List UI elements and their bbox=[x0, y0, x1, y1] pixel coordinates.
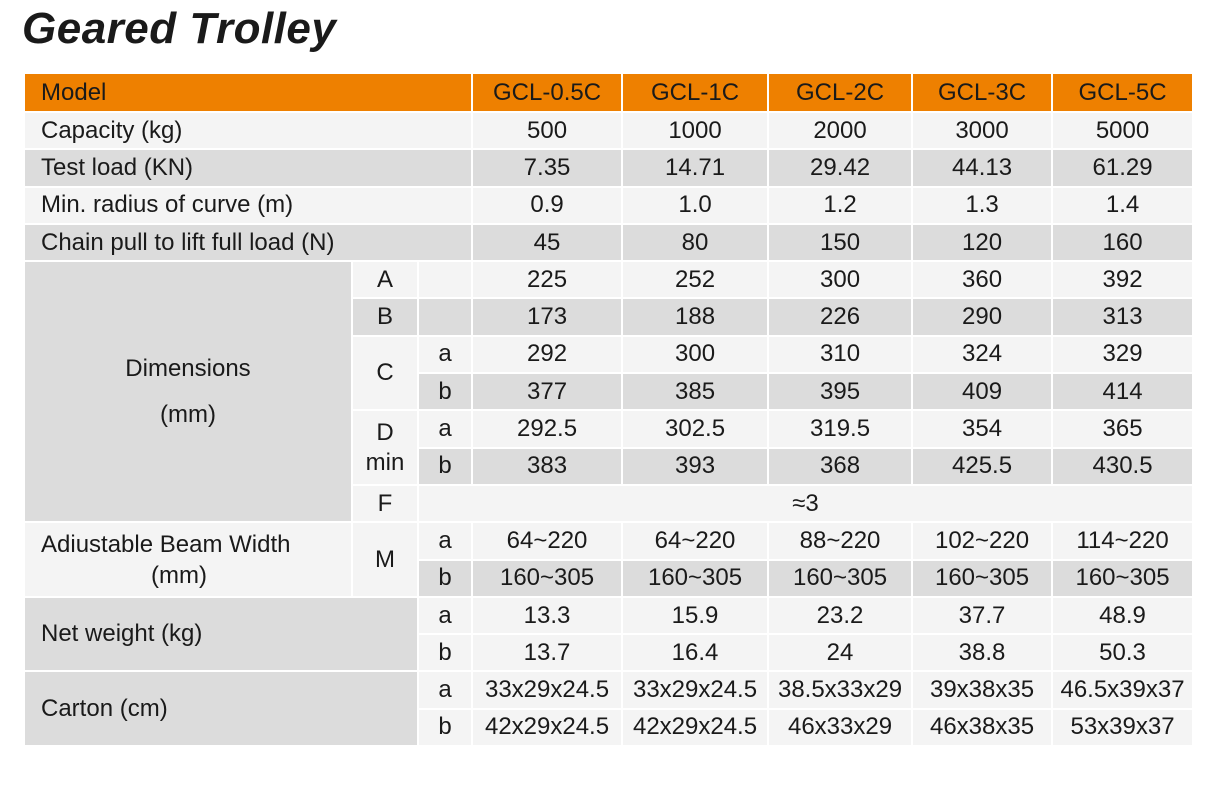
model-cell: GCL-5C bbox=[1052, 73, 1193, 112]
value-cell: 300 bbox=[768, 261, 912, 298]
dim-key: B bbox=[352, 298, 418, 335]
value-cell: 150 bbox=[768, 224, 912, 261]
value-cell: 1.3 bbox=[912, 187, 1052, 224]
value-cell: 24 bbox=[768, 634, 912, 671]
sub-key: b bbox=[418, 373, 472, 410]
spec-table bbox=[23, 72, 1194, 747]
model-cell: GCL-3C bbox=[912, 73, 1052, 112]
sub-key: b bbox=[418, 634, 472, 671]
net-weight-label: Net weight (kg) bbox=[24, 597, 418, 672]
value-cell: 425.5 bbox=[912, 448, 1052, 485]
value-cell: 13.3 bbox=[472, 597, 622, 634]
value-cell: 160 bbox=[1052, 224, 1193, 261]
value-cell: 1.4 bbox=[1052, 187, 1193, 224]
dimensions-label-line1: Dimensions bbox=[125, 354, 251, 382]
value-cell: 46.5x39x37 bbox=[1052, 671, 1193, 708]
beam-label-line1: Adiustable Beam Width bbox=[41, 530, 291, 558]
dim-key bbox=[352, 410, 418, 485]
value-cell: 252 bbox=[622, 261, 768, 298]
value-cell: 13.7 bbox=[472, 634, 622, 671]
value-cell: 45 bbox=[472, 224, 622, 261]
value-cell: 324 bbox=[912, 336, 1052, 373]
value-cell: 225 bbox=[472, 261, 622, 298]
dim-key: F bbox=[352, 485, 418, 522]
sub-key: a bbox=[418, 336, 472, 373]
value-cell: 430.5 bbox=[1052, 448, 1193, 485]
value-cell: 80 bbox=[622, 224, 768, 261]
value-cell: 188 bbox=[622, 298, 768, 335]
value-cell: 160~305 bbox=[1052, 560, 1193, 597]
value-cell: 310 bbox=[768, 336, 912, 373]
value-cell: 173 bbox=[472, 298, 622, 335]
value-cell: 88~220 bbox=[768, 522, 912, 559]
model-cell: GCL-1C bbox=[622, 73, 768, 112]
value-cell: 39x38x35 bbox=[912, 671, 1052, 708]
value-cell: 120 bbox=[912, 224, 1052, 261]
header-row bbox=[24, 73, 1193, 112]
value-cell: 29.42 bbox=[768, 149, 912, 186]
value-cell: 160~305 bbox=[472, 560, 622, 597]
value-cell: 1.0 bbox=[622, 187, 768, 224]
carton-label: Carton (cm) bbox=[24, 671, 418, 746]
value-cell: 23.2 bbox=[768, 597, 912, 634]
value-cell: 16.4 bbox=[622, 634, 768, 671]
value-cell: 1000 bbox=[622, 112, 768, 149]
value-cell: 42x29x24.5 bbox=[472, 709, 622, 746]
value-cell: 377 bbox=[472, 373, 622, 410]
value-cell: 33x29x24.5 bbox=[472, 671, 622, 708]
row-label: Test load (KN) bbox=[24, 149, 472, 186]
value-cell: 50.3 bbox=[1052, 634, 1193, 671]
value-cell: 290 bbox=[912, 298, 1052, 335]
table-row bbox=[24, 224, 1193, 261]
table-row bbox=[24, 261, 1193, 298]
table-row bbox=[24, 187, 1193, 224]
value-cell: 5000 bbox=[1052, 112, 1193, 149]
beam-label-line2: (mm) bbox=[151, 561, 207, 589]
value-cell: 292 bbox=[472, 336, 622, 373]
value-cell: 368 bbox=[768, 448, 912, 485]
value-cell: 48.9 bbox=[1052, 597, 1193, 634]
dim-key: C bbox=[352, 336, 418, 411]
table-row bbox=[24, 522, 1193, 559]
beam-label bbox=[24, 522, 352, 597]
sub-key bbox=[418, 298, 472, 335]
model-cell: GCL-0.5C bbox=[472, 73, 622, 112]
value-cell: 319.5 bbox=[768, 410, 912, 447]
value-cell: 160~305 bbox=[768, 560, 912, 597]
dim-key-d: D bbox=[376, 418, 394, 446]
model-cell: GCL-2C bbox=[768, 73, 912, 112]
row-label: Capacity (kg) bbox=[24, 112, 472, 149]
value-cell: 3000 bbox=[912, 112, 1052, 149]
beam-key: M bbox=[352, 522, 418, 597]
value-cell: 313 bbox=[1052, 298, 1193, 335]
value-cell: 160~305 bbox=[912, 560, 1052, 597]
value-cell: 383 bbox=[472, 448, 622, 485]
value-cell: 102~220 bbox=[912, 522, 1052, 559]
sub-key: a bbox=[418, 597, 472, 634]
table-row bbox=[24, 671, 1193, 708]
table-row bbox=[24, 149, 1193, 186]
value-cell: 42x29x24.5 bbox=[622, 709, 768, 746]
value-cell: 7.35 bbox=[472, 149, 622, 186]
table-row bbox=[24, 597, 1193, 634]
value-cell: 292.5 bbox=[472, 410, 622, 447]
value-cell: 37.7 bbox=[912, 597, 1052, 634]
value-cell: 38.8 bbox=[912, 634, 1052, 671]
value-cell: 2000 bbox=[768, 112, 912, 149]
dimensions-label bbox=[24, 261, 352, 522]
value-cell: 61.29 bbox=[1052, 149, 1193, 186]
value-cell: 302.5 bbox=[622, 410, 768, 447]
value-cell: 409 bbox=[912, 373, 1052, 410]
value-cell: 15.9 bbox=[622, 597, 768, 634]
value-cell: 360 bbox=[912, 261, 1052, 298]
value-cell: 329 bbox=[1052, 336, 1193, 373]
value-cell: 114~220 bbox=[1052, 522, 1193, 559]
header-label: Model bbox=[24, 73, 472, 112]
sub-key: a bbox=[418, 410, 472, 447]
value-cell: 500 bbox=[472, 112, 622, 149]
value-cell: 393 bbox=[622, 448, 768, 485]
sub-key: b bbox=[418, 448, 472, 485]
dim-key: A bbox=[352, 261, 418, 298]
value-cell: 64~220 bbox=[472, 522, 622, 559]
sub-key: a bbox=[418, 522, 472, 559]
table-row bbox=[24, 112, 1193, 149]
sub-key: b bbox=[418, 709, 472, 746]
value-cell: 33x29x24.5 bbox=[622, 671, 768, 708]
value-cell: 395 bbox=[768, 373, 912, 410]
value-cell: 385 bbox=[622, 373, 768, 410]
dimensions-label-line2: (mm) bbox=[160, 400, 216, 428]
row-label: Chain pull to lift full load (N) bbox=[24, 224, 472, 261]
value-cell: 226 bbox=[768, 298, 912, 335]
value-cell: 46x33x29 bbox=[768, 709, 912, 746]
value-cell: 354 bbox=[912, 410, 1052, 447]
value-cell: 44.13 bbox=[912, 149, 1052, 186]
dim-key-min: min bbox=[365, 448, 405, 476]
row-label: Min. radius of curve (m) bbox=[24, 187, 472, 224]
value-cell: 0.9 bbox=[472, 187, 622, 224]
value-cell: 365 bbox=[1052, 410, 1193, 447]
value-cell: 300 bbox=[622, 336, 768, 373]
page-title: Geared Trolley bbox=[22, 4, 337, 53]
value-cell: 1.2 bbox=[768, 187, 912, 224]
sub-key: a bbox=[418, 671, 472, 708]
value-cell: 46x38x35 bbox=[912, 709, 1052, 746]
value-cell: 53x39x37 bbox=[1052, 709, 1193, 746]
sub-key: b bbox=[418, 560, 472, 597]
value-cell: 392 bbox=[1052, 261, 1193, 298]
value-cell: 38.5x33x29 bbox=[768, 671, 912, 708]
sub-key bbox=[418, 261, 472, 298]
value-cell: 14.71 bbox=[622, 149, 768, 186]
value-cell: 160~305 bbox=[622, 560, 768, 597]
value-cell-f: ≈3 bbox=[418, 485, 1193, 522]
value-cell: 414 bbox=[1052, 373, 1193, 410]
value-cell: 64~220 bbox=[622, 522, 768, 559]
